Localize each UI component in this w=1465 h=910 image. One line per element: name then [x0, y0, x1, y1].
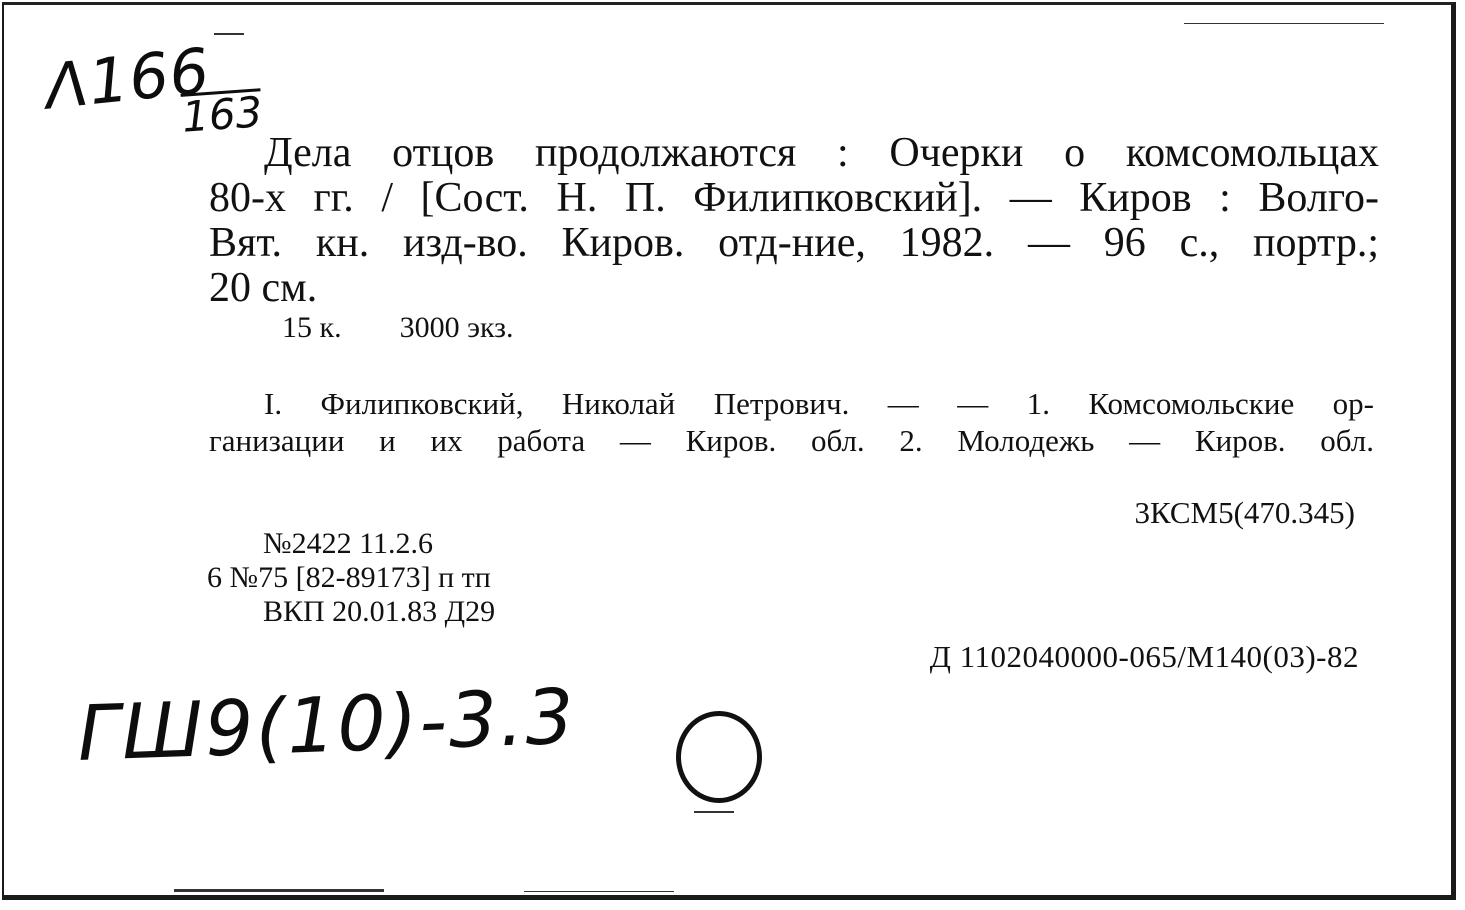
handwritten-code: ГШ9(10)-3.3 [76, 671, 578, 778]
scan-speck [174, 889, 384, 892]
tech-row: №2422 11.2.6 [263, 527, 434, 560]
subject-headings [209, 385, 1374, 459]
technical-info [207, 527, 495, 629]
entry-line: Дела отцов продолжаются : Очерки о комсомольцах [264, 130, 1379, 176]
scan-speck [1184, 23, 1384, 24]
bibliographic-entry [209, 131, 1379, 311]
tech-row: 6 №75 [82-89173] п тп [207, 561, 491, 594]
subject-line: I. Филипковский, Николай Петрович. — — 1. Комсомольские ор- [264, 386, 1374, 421]
scan-speck [694, 811, 734, 813]
classification-index: 3КСМ5(470.345) [1134, 495, 1355, 530]
entry-line: Вят. кн. изд-во. Киров. отд-ние, 1982. — 96 с., портр.; [209, 220, 1379, 266]
scan-speck [524, 891, 674, 892]
print-run: 3000 экз. [399, 311, 514, 344]
entry-line: 80-х гг. / [Сост. Н. П. Филипковский]. — Киров : Волго- [209, 175, 1379, 221]
price: 15 к. [282, 311, 342, 344]
publisher-index: Д 1102040000-065/М140(03)-82 [929, 639, 1359, 674]
entry-line: 20 см. [209, 265, 318, 311]
subject-line: ганизации и их работа — Киров. обл. 2. Молодежь — Киров. обл. [209, 423, 1374, 458]
price-and-print-run [282, 311, 513, 345]
catalog-card [2, 2, 1456, 900]
tech-row: ВКП 20.01.83 Д29 [263, 595, 496, 628]
handwritten-shelf-mark-sub: 163 [180, 87, 264, 142]
scan-speck [214, 33, 244, 35]
handwritten-shelf-mark: Λ166 [42, 33, 214, 124]
card-punch-hole [676, 711, 762, 803]
